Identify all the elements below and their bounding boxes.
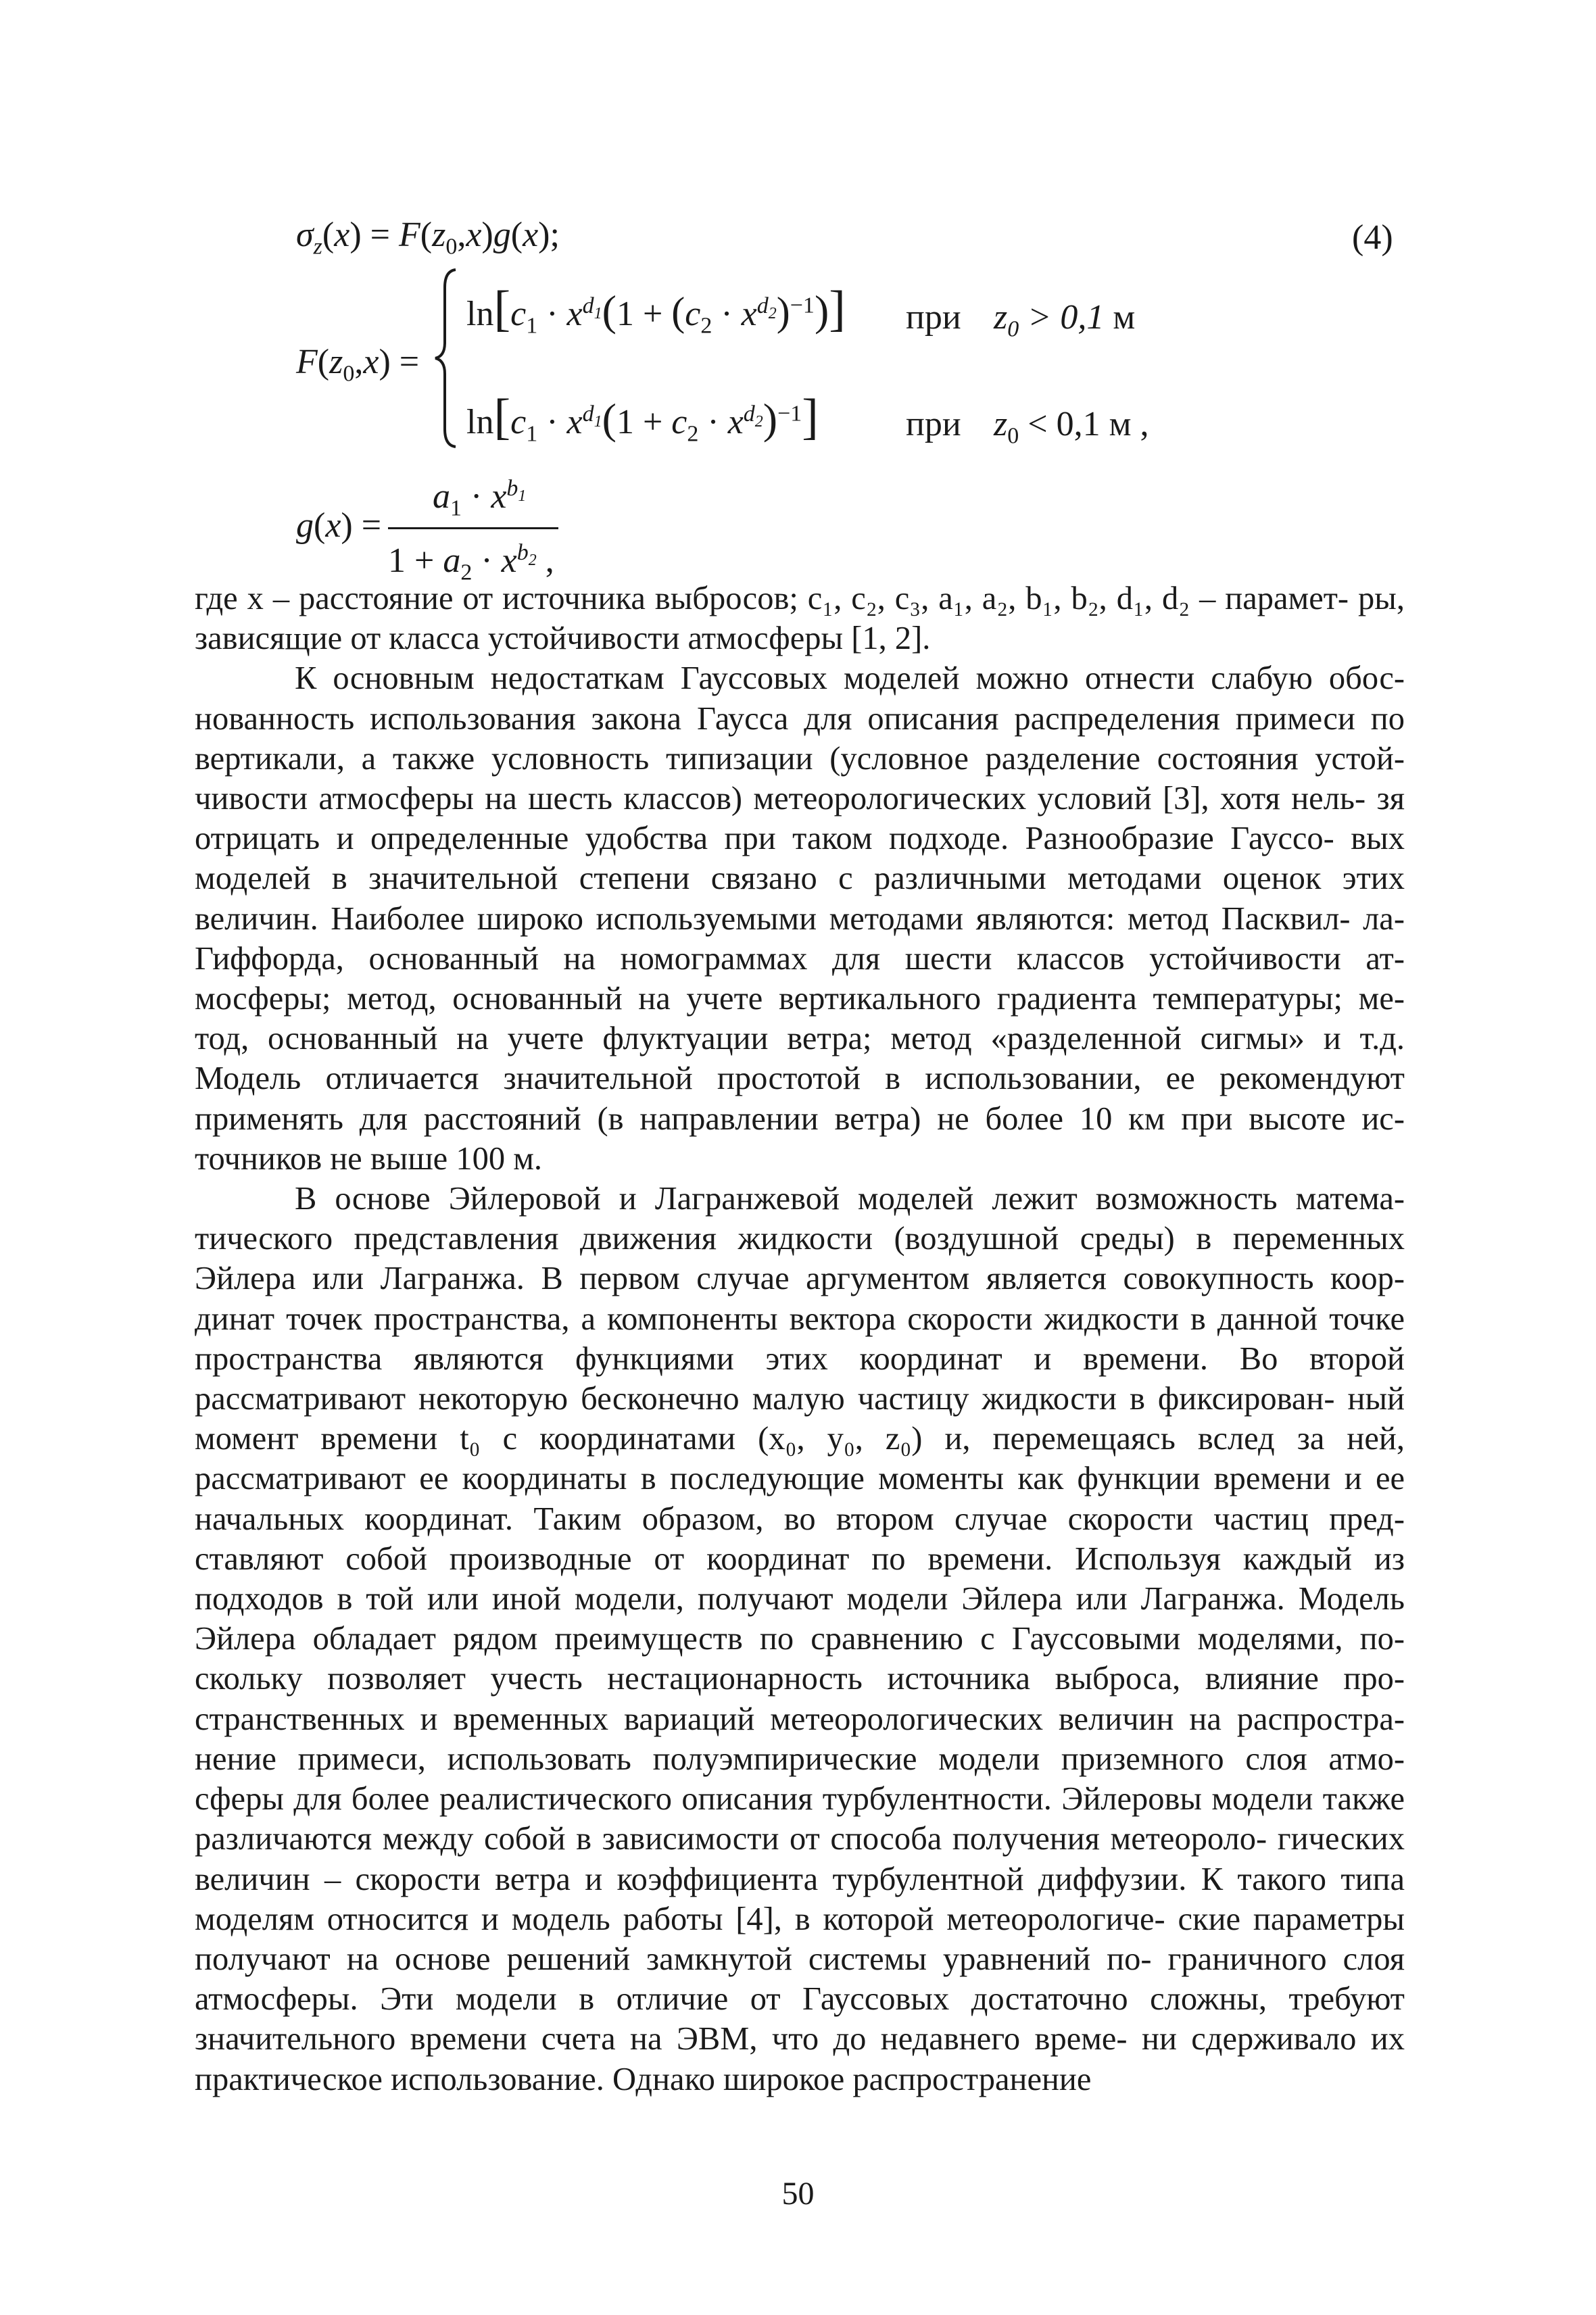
left-brace-icon [433,267,460,449]
text-line: точников не выше 100 м. [195,1140,543,1177]
text-line: динат точек пространства, а компоненты вектора скорости жидкости в данной [195,1300,1318,1337]
formula-f-lhs: $F(z_0,x)$ = [296,343,420,387]
text-line: вых моделей в значительной степени связано с различными методами оценок этих [195,821,1405,897]
text-line: рассматривают некоторую бесконечно малую частицу жидкости в фиксирован- [195,1381,1335,1417]
case-2-condition: $z_0 < 0,1$ м , [994,405,1149,449]
text-line: Модель отличается значительной простотой в использовании, ее рекомендуют [195,1061,1405,1097]
case-2-condition-word: при [906,405,961,443]
text-line: рассматривают ее координаты в последующие моменты как функции времени и ее [195,1461,1405,1497]
g-numerator: $a_1 \cdot x^{b_1}$ [433,475,527,521]
fraction-bar [388,527,558,529]
text-line: также различаются между собой в зависимости от способа получения метеороло- [195,1781,1405,1857]
text-line: такого типа моделям относится и модель работы [4], в которой метеорологиче- [195,1861,1405,1937]
text-line: ские параметры получают на основе решений замкнутой системы уравнений по- [195,1901,1405,1977]
text-line: сложны, требуют значительного времени счета на ЭВМ, что до недавнего време- [195,1981,1405,2057]
equation-number: (4) [1352,218,1393,257]
text-line: где x – расстояние от источника выбросов; c₁, c₂, c₃, a₁, a₂, b₁, b₂, d₁, d₂ – парамет- [195,581,1349,616]
text-line: ставляют собой производные от координат по времени. Используя каждый из [195,1540,1405,1577]
text-line: К основным недостаткам Гауссовых моделей можно отнести слабую обос- [295,660,1405,697]
text-line: вертикали, а также условность типизации (условное разделение состояния устой- [195,740,1405,777]
formula-g-lhs: g(x) = [296,506,382,545]
text-line: В основе Эйлеровой и Лагранжевой моделей лежит возможность матема- [295,1181,1405,1217]
formula-sigma-z: $\sigma_z(x) = F(z_0,x)g(x)$; [296,216,560,260]
text-line: подходов в той или иной модели, получают модели Эйлера или Лагранжа. Модель [195,1581,1405,1617]
text-line: странственных и временных вариаций метеорологических величин на распростра- [195,1701,1405,1737]
text-line: точке пространства являются функциями этих координат и времени. Во второй [195,1300,1405,1377]
body-text [195,579,1405,2099]
case-1-condition: $z_0 > 0,1$ м [994,298,1136,342]
text-line: ры, зависящие от класса устойчивости атмосферы [1, 2]. [195,581,1405,657]
formula-case-1: $\ln[c_1 \cdot x^{d_1}(1 + (c_2 \cdot x^{d_2})^{-1})]$ [466,281,846,339]
g-denominator: $1 + a_2 \cdot x^{b_2}$ , [388,539,554,585]
text-line: тического представления движения жидкости (воздушной среды) в переменных [195,1221,1405,1257]
formula-case-2: $\ln[c_1 \cdot x^{d_1}(1 + c_2 \cdot x^{d_2})^{-1}]$ [466,389,819,447]
text-line: мосферы; метод, основанный на учете вертикального градиента температуры; ме- [195,981,1405,1017]
text-line: ни сдерживало их практическое использование. Однако широкое распространение [195,2021,1405,2097]
text-line: нованность использования закона Гаусса для описания распределения примеси по [195,700,1405,737]
case-1-condition-word: при [906,298,961,337]
paragraph-where [195,579,1405,658]
text-line: величин. Наиболее широко используемыми методами являются: метод Пасквил- [195,900,1351,937]
text-line: применять для расстояний (в направлении ветра) не более 10 км при высоте ис- [195,1100,1405,1137]
text-line: ный момент времени t₀ с координатами (x₀, y₀, z₀) и, перемещаясь вслед за ней, [195,1381,1405,1457]
text-line: Эйлера или Лагранжа. В первом случае аргументом является совокупность коор- [195,1261,1405,1297]
text-line: тод, основанный на учете флуктуации ветра; метод «разделенной сигмы» и т.д. [195,1021,1405,1057]
page-number: 50 [781,2176,815,2212]
text-line: начальных координат. Таким образом, во втором случае скорости частиц пред- [195,1501,1405,1537]
text-line: чивости атмосферы на шесть классов) метеорологических условий [3], хотя нель- [195,781,1366,817]
text-line: сферы для более реалистического описания турбулентности. Эйлеровы модели [195,1781,1313,1818]
text-line: ла-Гиффорда, основанный на номограммах для шести классов устойчивости ат- [195,900,1405,977]
text-line: гических величин – скорости ветра и коэффициента турбулентной диффузии. К [195,1821,1405,1897]
text-line: нение примеси, использовать полуэмпирические модели приземного слоя атмо- [195,1740,1405,1777]
text-line: зя отрицать и определенные удобства при таком подходе. Разнообразие Гауссо- [195,781,1405,857]
paragraph-euler-lagrange [195,1179,1405,2099]
text-line: граничного слоя атмосферы. Эти модели в отличие от Гауссовых достаточно [195,1941,1405,2018]
text-line: скольку позволяет учесть нестационарность источника выброса, влияние про- [195,1661,1405,1697]
paragraph-gauss-drawbacks [195,658,1405,1179]
text-line: Эйлера обладает рядом преимуществ по сравнению с Гауссовыми моделями, по- [195,1621,1405,1657]
